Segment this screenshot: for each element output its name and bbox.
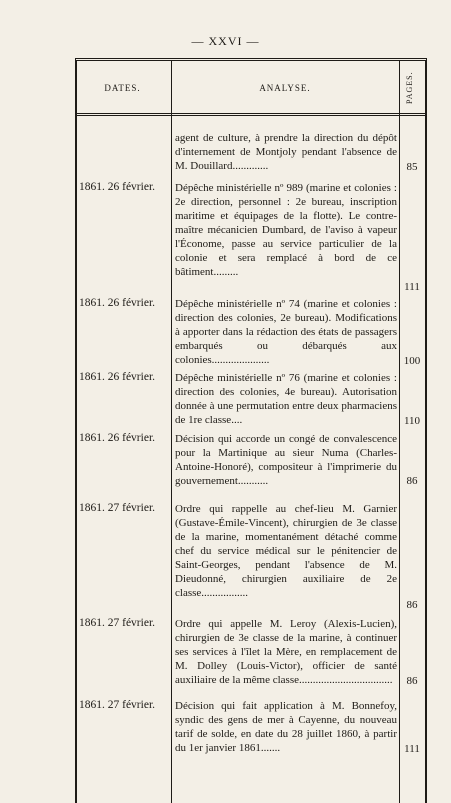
entry-text: Dépêche ministérielle nº 76 (marine et colonies : direction des colonies, 4e bureau). Autorisation donnée à une permutation entre deux pharmaciens de 1re classe.... — [175, 372, 397, 426]
entry-page: 86 — [406, 599, 418, 611]
column-divider-pages — [399, 61, 400, 803]
entry-text: Ordre qui rappelle au chef-lieu M. Garnier (Gustave-Émile-Vincent), chirurgien de 3e classe de la marine, momentanément détaché comme chef du service médical sur le pénitencier de Saint-Georges, pendant l'absence de M. Dieudonné, chirurgien auxiliaire de 2e classe................. — [175, 503, 397, 599]
entry-date: 1861. 26 février. — [79, 371, 156, 383]
entry-text: agent de culture, à prendre la direction du dépôt d'internement de Montjoly pendant l'absence de M. Douillard............. — [175, 132, 397, 172]
column-header-dates: DATES. — [104, 83, 141, 93]
index-table — [75, 58, 427, 803]
entry-text: Dépêche ministérielle nº 74 (marine et colonies : direction des colonies, 2e bureau). Modifications à apporter dans la rédaction des états de passagers embarqués ou débarqués aux colonies..................... — [175, 298, 397, 366]
entry-text: Ordre qui appelle M. Leroy (Alexis-Lucien), chirurgien de 3e classe de la marine, à continuer ses services à l'îlet la Mère, en remplacement de M. Dolley (Louis-Victor), officier de santé auxiliaire de la même classe.................................. — [175, 618, 397, 686]
entry-date: 1861. 27 février. — [79, 502, 156, 514]
column-divider-dates — [171, 61, 172, 803]
entry-date: 1861. 26 février. — [79, 432, 156, 444]
entry-page: 111 — [404, 281, 420, 293]
entry-page: 86 — [406, 475, 418, 487]
column-header-pages: PAGES. — [405, 71, 414, 105]
entry-text: Décision qui accorde un congé de convalescence pour la Martinique au sieur Numa (Charles-Antoine-Honoré), compositeur à l'imprimerie du gouvernement........... — [175, 433, 397, 487]
entry-page: 100 — [403, 355, 421, 367]
entry-text: Dépêche ministérielle nº 989 (marine et colonies : 2e direction, personnel : 2e bureau, inscription maritime et équipages de la flotte). Le contre-maître mécanicien Dumbard, de l'aviso à vapeur l'Économe, passe au service particulier de la colonie et sera remplacé à bord de ce bâtiment......... — [175, 182, 397, 278]
entry-page: 85 — [406, 161, 418, 173]
column-header-analyse: ANALYSE. — [259, 83, 311, 93]
entry-page: 111 — [404, 743, 420, 755]
entry-date: 1861. 26 février. — [79, 181, 156, 193]
entry-date: 1861. 27 février. — [79, 617, 156, 629]
entry-page: 86 — [406, 675, 418, 687]
page-number: — XXVI — — [191, 34, 260, 48]
entry-date: 1861. 27 février. — [79, 699, 156, 711]
table-header — [77, 61, 425, 116]
entry-text: Décision qui fait application à M. Bonnefoy, syndic des gens de mer à Cayenne, du nouveau tarif de solde, en date du 28 juillet 1860, à partir du 1er janvier 1861....... — [175, 700, 397, 754]
entry-date: 1861. 26 février. — [79, 297, 156, 309]
entry-page: 110 — [403, 415, 421, 427]
